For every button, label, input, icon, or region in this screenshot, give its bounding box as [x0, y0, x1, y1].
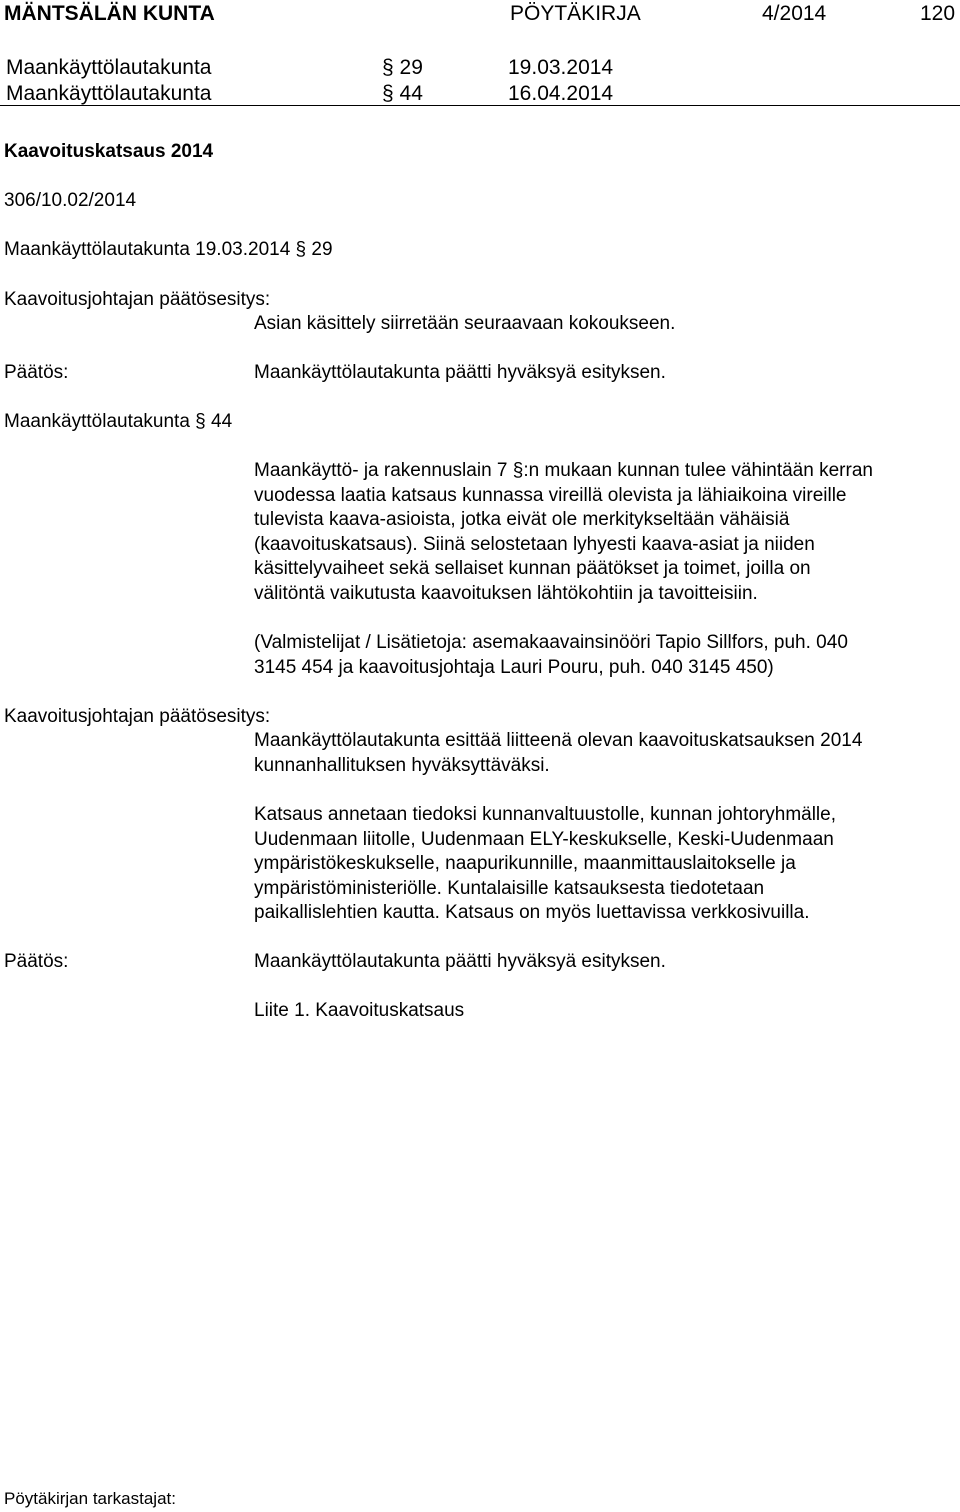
meeting2-notice-paragraph: [254, 803, 954, 926]
header-divider: [0, 105, 960, 106]
matter-title: Kaavoituskatsaus 2014: [4, 141, 214, 162]
attachment-reference: Liite 1. Kaavoituskatsaus: [254, 1000, 465, 1021]
paragraph-line: paikallislehtien kautta. Katsaus on myös luettavissa verkkosivuilla.: [254, 902, 810, 924]
paragraph-line: välitöntä vaikutusta kaavoituksen lähtökohtiin ja tavoitteisiin.: [254, 582, 758, 604]
meeting-body-1: Maankäyttölautakunta: [6, 56, 212, 79]
paragraph-line: 3145 454 ja kaavoitusjohtaja Lauri Pouru, puh. 040 3145 450): [254, 656, 774, 678]
meeting-section-2: § 44: [382, 82, 423, 105]
paragraph-line: kunnanhallituksen hyväksyttäväksi.: [254, 754, 550, 776]
meeting2-intro-paragraph: [254, 459, 954, 607]
document-type: PÖYTÄKIRJA: [510, 2, 641, 25]
meeting2-decision-label: Päätös:: [4, 951, 69, 972]
municipality-name: MÄNTSÄLÄN KUNTA: [4, 2, 215, 25]
paragraph-line: Uudenmaan liitolle, Uudenmaan ELY-keskukselle, Keski-Uudenmaan: [254, 828, 834, 850]
document-number: 4/2014: [762, 2, 827, 25]
paragraph-line: tulevista kaava-asioista, jotka eivät ole merkitykseltään vähäisiä: [254, 509, 790, 531]
meeting-date-2: 16.04.2014: [508, 82, 614, 105]
meeting2-contact-paragraph: [254, 631, 954, 680]
paragraph-line: Katsaus annetaan tiedoksi kunnanvaltuustolle, kunnan johtoryhmälle,: [254, 804, 836, 825]
meeting2-heading: Maankäyttölautakunta § 44: [4, 411, 233, 432]
reviewers-label: Pöytäkirjan tarkastajat:: [4, 1489, 176, 1508]
paragraph-line: (Valmistelijat / Lisätietoja: asemakaavainsinööri Tapio Sillfors, puh. 040: [254, 632, 848, 653]
paragraph-line: (kaavoituskatsaus). Siinä selostetaan lyhyesti kaava-asiat ja niiden: [254, 533, 815, 555]
paragraph-line: käsittelyvaiheet sekä sellaiset kunnan päätökset ja toimet, joilla on: [254, 558, 811, 580]
meeting2-decision-text: Maankäyttölautakunta päätti hyväksyä esityksen.: [254, 951, 666, 972]
meeting1-heading: Maankäyttölautakunta 19.03.2014 § 29: [4, 239, 333, 260]
page-number: 120: [920, 2, 956, 25]
paragraph-line: Maankäyttö- ja rakennuslain 7 §:n mukaan kunnan tulee vähintään kerran: [254, 460, 873, 481]
meeting1-decision-label: Päätös:: [4, 362, 69, 383]
paragraph-line: ympäristöministeriölle. Kuntalaisille katsauksesta tiedotetaan: [254, 877, 765, 899]
meeting-section-1: § 29: [382, 56, 423, 79]
meeting-date-1: 19.03.2014: [508, 56, 614, 79]
paragraph-line: ympäristökeskukselle, naapurikunnille, maanmittauslaitokselle ja: [254, 853, 796, 875]
meeting1-proposal-label: Kaavoitusjohtajan päätösesitys:: [4, 289, 271, 310]
meeting2-proposal-paragraph: [254, 729, 954, 778]
meeting2-proposal-label: Kaavoitusjohtajan päätösesitys:: [4, 706, 271, 727]
record-id: 306/10.02/2014: [4, 190, 137, 211]
paragraph-line: vuodessa laatia katsaus kunnassa vireillä olevista ja lähiaikoina vireille: [254, 484, 847, 506]
paragraph-line: Maankäyttölautakunta esittää liitteenä olevan kaavoituskatsauksen 2014: [254, 730, 863, 751]
meeting1-proposal-text: Asian käsittely siirretään seuraavaan kokoukseen.: [254, 313, 676, 334]
meeting-body-2: Maankäyttölautakunta: [6, 82, 212, 105]
meeting1-decision-text: Maankäyttölautakunta päätti hyväksyä esityksen.: [254, 362, 666, 383]
